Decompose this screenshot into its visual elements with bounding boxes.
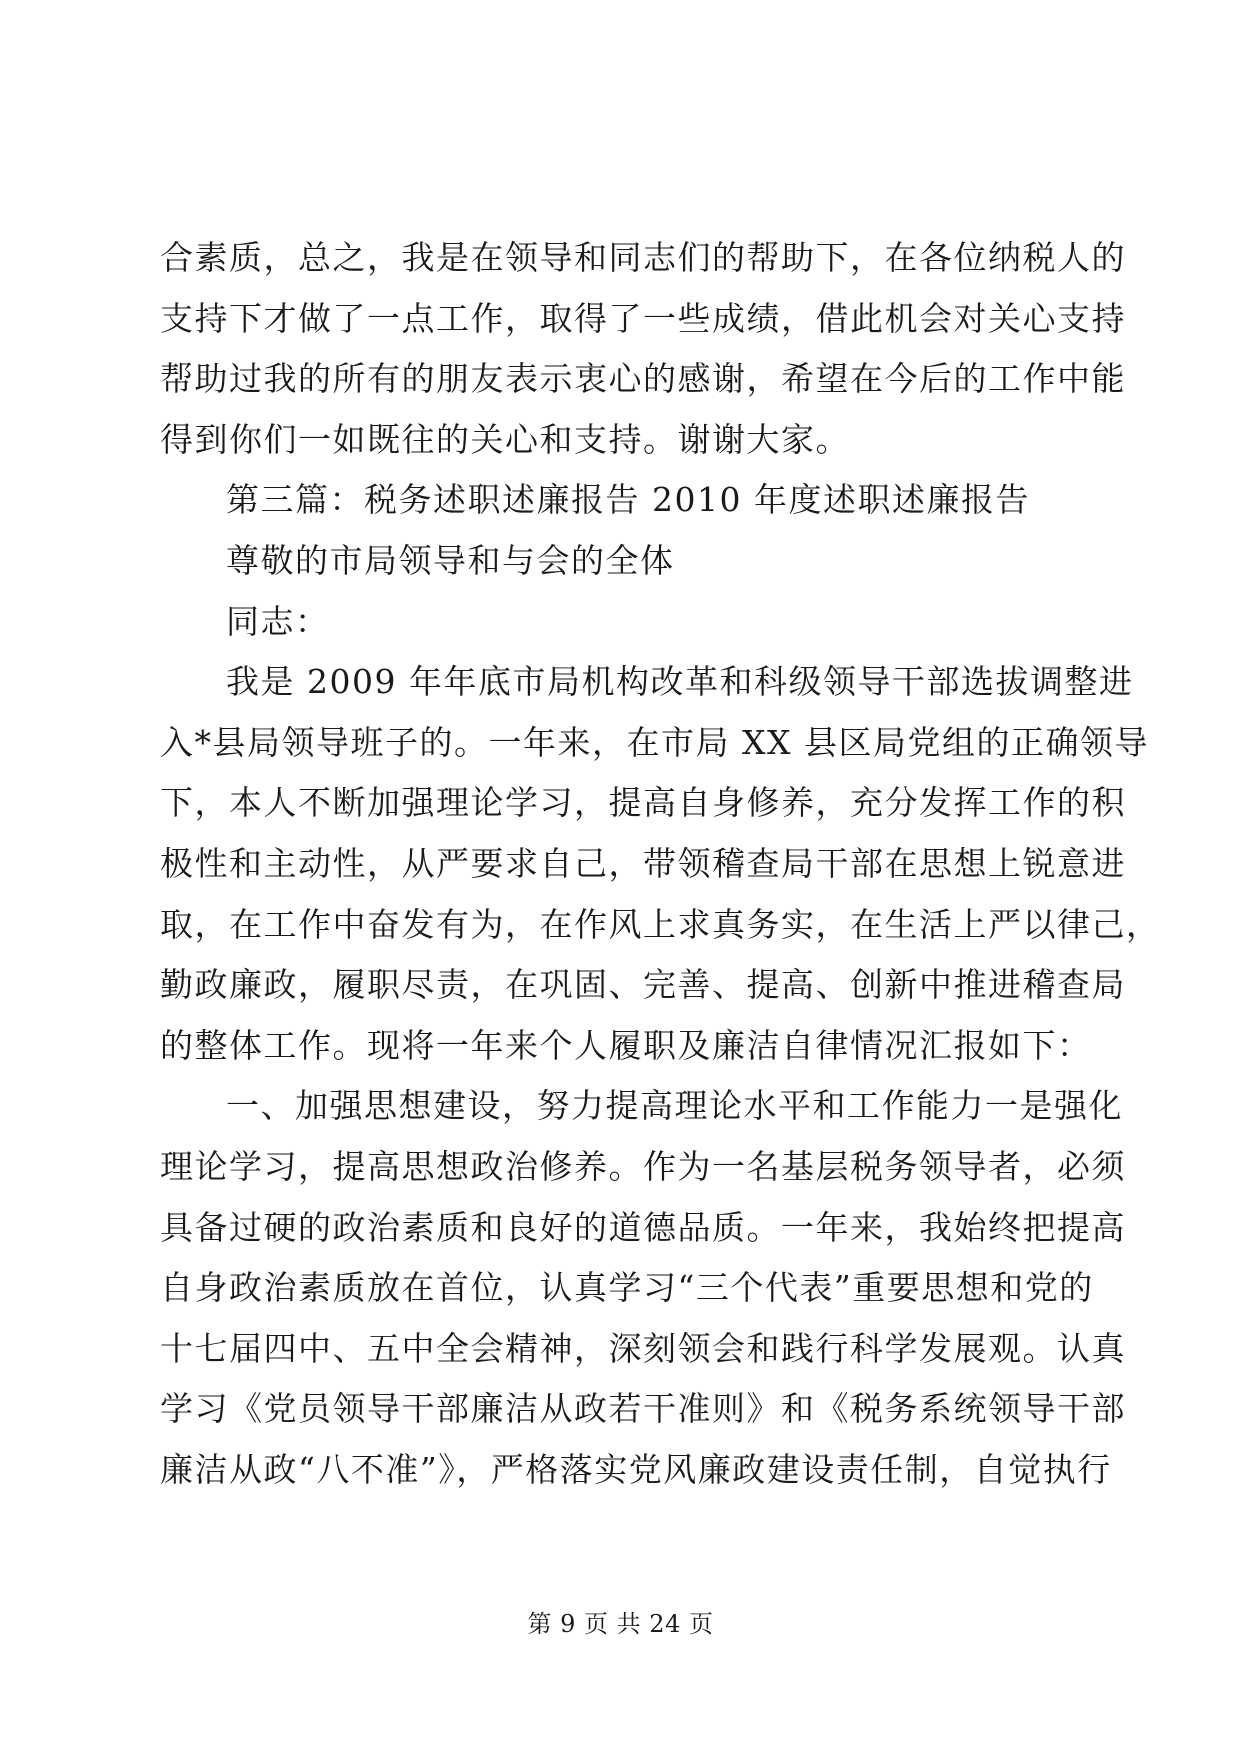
text-line: 下，本人不断加强理论学习，提高自身修养，充分发挥工作的积 <box>160 783 1126 823</box>
text-line: 得到你们一如既往的关心和支持。谢谢大家。 <box>160 419 850 459</box>
page-number-footer: 第 9 页 共 24 页 <box>527 1610 714 1638</box>
text-line: 廉洁从政“八不准”》，严格落实党风廉政建设责任制，自觉执行 <box>160 1449 1112 1489</box>
text-line: 具备过硬的政治素质和良好的道德品质。一年来，我始终把提高 <box>160 1207 1126 1247</box>
text-line: 极性和主动性，从严要求自己，带领稽查局干部在思想上锐意进 <box>160 843 1126 883</box>
text-line: 学习《党员领导干部廉洁从政若干准则》和《税务系统领导干部 <box>160 1389 1126 1429</box>
salutation-line: 同志： <box>226 601 330 641</box>
body-text <box>160 228 1161 1500</box>
text-line: 十七届四中、五中全会精神，深刻领会和践行科学发展观。认真 <box>160 1328 1126 1368</box>
text-line: 勤政廉政，履职尽责，在巩固、完善、提高、创新中推进稽查局 <box>160 965 1126 1005</box>
text-line: 自身政治素质放在首位，认真学习“三个代表”重要思想和党的 <box>160 1268 1094 1308</box>
salutation-line: 尊敬的市局领导和与会的全体 <box>226 540 675 580</box>
text-line: 我是 2009 年年底市局机构改革和科级领导干部选拔调整进 <box>226 662 1134 702</box>
text-line: 一、加强思想建设，努力提高理论水平和工作能力一是强化 <box>226 1086 1123 1126</box>
text-line: 入*县局领导班子的。一年来，在市局 XX 县区局党组的正确领导 <box>160 722 1149 762</box>
text-line: 帮助过我的所有的朋友表示衷心的感谢，希望在今后的工作中能 <box>160 359 1126 399</box>
text-line: 支持下才做了一点工作，取得了一些成绩，借此机会对关心支持 <box>160 298 1126 338</box>
text-line: 的整体工作。现将一年来个人履职及廉洁自律情况汇报如下： <box>160 1025 1092 1065</box>
text-line: 取，在工作中奋发有为，在作风上求真务实，在生活上严以律己， <box>160 904 1161 944</box>
section-heading: 第三篇：税务述职述廉报告 2010 年度述职述廉报告 <box>226 480 1030 520</box>
text-line: 理论学习，提高思想政治修养。作为一名基层税务领导者，必须 <box>160 1146 1126 1186</box>
text-line: 合素质，总之，我是在领导和同志们的帮助下，在各位纳税人的 <box>160 238 1126 277</box>
